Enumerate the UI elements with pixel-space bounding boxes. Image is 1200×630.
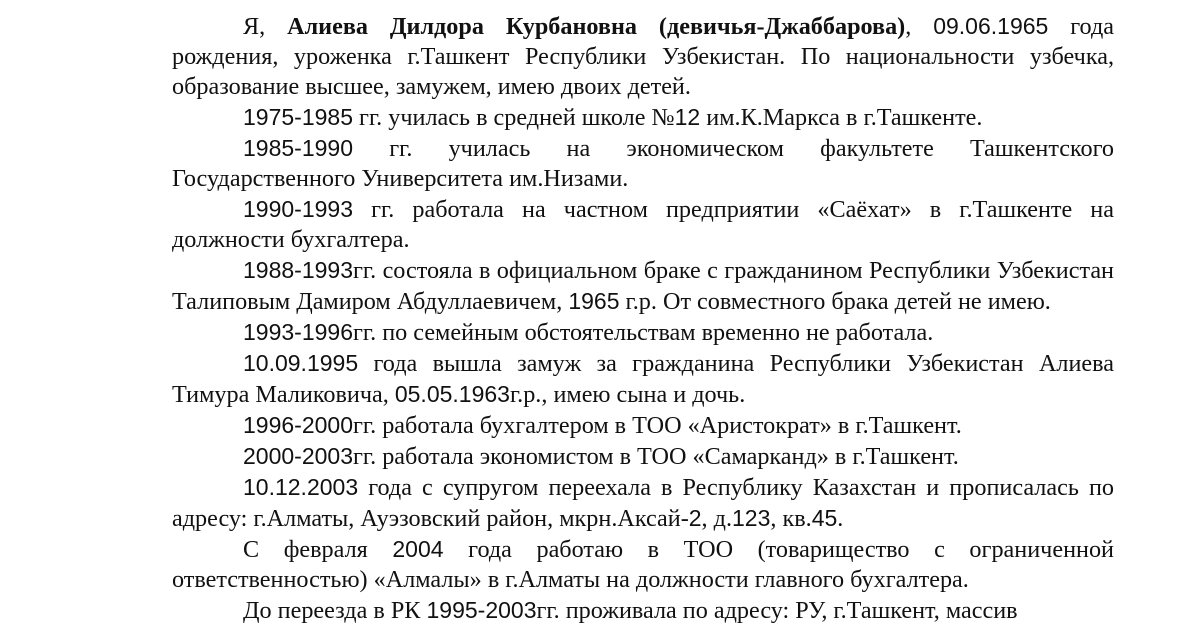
- second-spouse-birth-date: 05.05.1963: [394, 381, 510, 407]
- not-working-text: гг. по семейным обстоятельствам временно не работала.: [353, 319, 934, 346]
- job-sayohat-years: 1990-1993: [243, 196, 353, 222]
- current-job-text-b: года работаю в ТОО (товарищество с ограниченной ответственностью) «Алмалы» в г.Алматы на должности главного бухгалтера.: [172, 536, 1114, 593]
- relocation-text-c: , кв.: [770, 505, 812, 532]
- address-apartment-number: 45: [811, 505, 838, 531]
- address-house-number: 123: [732, 505, 771, 531]
- school-number: 12: [674, 104, 701, 130]
- first-spouse-birth-year: 1965: [568, 288, 620, 314]
- address-microdistrict-number: 2: [688, 505, 702, 531]
- school-text-a: гг. училась в средней школе №: [353, 104, 675, 131]
- personal-info-text: года рождения, уроженка г.Ташкент Республики Узбекистан. По национальности узбечка, образование высшее, замужем, имею двоих детей.: [172, 13, 1114, 100]
- university-years: 1985-1990: [243, 135, 353, 161]
- first-marriage-text-b: г.р. От совместного брака детей не имею.: [619, 288, 1051, 315]
- second-marriage-text-a: года вышла замуж за гражданина Республики Узбекистан Алиева Тимура Маликовича,: [172, 350, 1114, 408]
- first-marriage-years: 1988-1993: [243, 257, 353, 283]
- relocation-date: 10.12.2003: [243, 474, 359, 500]
- school-years: 1975-1985: [243, 104, 353, 130]
- first-marriage-text-a: гг. состояла в официальном браке с гражданином Республики Узбекистан Талиповым Дамиром Абдуллаевичем,: [172, 257, 1114, 315]
- paragraph-school: [172, 102, 1114, 133]
- job-sayohat-text: гг. работала на частном предприятии «Саёхат» в г.Ташкенте на должности бухгалтера.: [172, 196, 1114, 253]
- previous-address-years: 1995-2003: [426, 597, 537, 623]
- job-samarkand-years: 2000-2003: [243, 443, 353, 469]
- relocation-text-d: .: [837, 505, 844, 532]
- university-text: гг. училась на экономическом факультете Ташкентского Государственного Университета им.Низами.: [172, 135, 1114, 192]
- intro-pronoun: Я,: [243, 13, 288, 40]
- current-job-start-year: 2004: [392, 536, 444, 562]
- previous-address-text-a: До переезда в РК: [243, 597, 427, 624]
- paragraph-not-working: [172, 317, 1114, 348]
- school-text-b: им.К.Маркса в г.Ташкенте.: [700, 104, 983, 131]
- second-marriage-date: 10.09.1995: [243, 350, 359, 376]
- birth-date: 09.06.1965: [933, 13, 1049, 39]
- paragraph-personal-info: [172, 11, 1114, 102]
- relocation-text-b: , д.: [701, 505, 732, 532]
- paragraph-job-aristokrat: [172, 410, 1114, 441]
- relocation-text-a: года с супругом переехала в Республику Казахстан и прописалась по адресу: г.Алматы, Ауэзовский район, мкрн.Аксай-: [172, 474, 1114, 532]
- job-aristokrat-years: 1996-2000: [243, 412, 353, 438]
- current-job-text-a: С февраля: [243, 536, 393, 563]
- document-page: [172, 11, 1114, 624]
- paragraph-first-marriage: [172, 255, 1114, 317]
- paragraph-relocation: [172, 472, 1114, 534]
- full-name: Алиева Дилдора Курбановна (девичья-Джаббарова): [287, 13, 906, 40]
- not-working-years: 1993-1996: [243, 319, 353, 345]
- second-marriage-text-b: г.р., имею сына и дочь.: [509, 381, 746, 408]
- job-aristokrat-text: гг. работала бухгалтером в ТОО «Аристократ» в г.Ташкент.: [353, 412, 962, 439]
- paragraph-university: [172, 133, 1114, 194]
- paragraph-second-marriage: [172, 348, 1114, 410]
- name-separator: ,: [905, 13, 934, 40]
- previous-address-text-b: гг. проживала по адресу: РУ, г.Ташкент, массив: [536, 597, 1018, 624]
- job-samarkand-text: гг. работала экономистом в ТОО «Самарканд» в г.Ташкент.: [353, 443, 959, 470]
- paragraph-current-job: [172, 534, 1114, 595]
- paragraph-job-samarkand: [172, 441, 1114, 472]
- paragraph-job-sayohat: [172, 194, 1114, 255]
- paragraph-previous-address: [172, 595, 1114, 624]
